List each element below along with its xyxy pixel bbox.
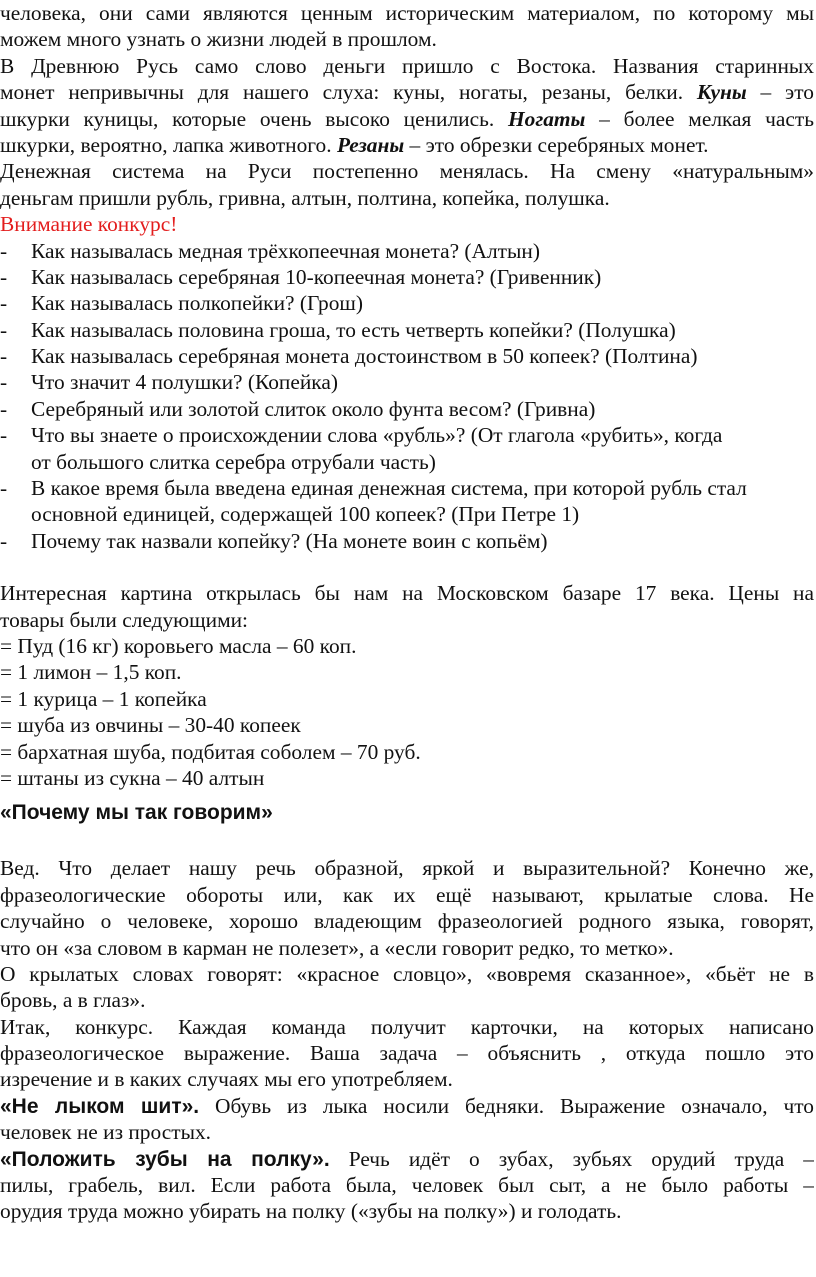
question-text: Серебряный или золотой слиток около фунта весом? (Гривна) — [31, 396, 596, 421]
list-item — [0, 422, 814, 448]
list-dash: - — [0, 528, 8, 553]
rus-paragraph-line — [0, 106, 814, 132]
question-text: В какое время была введена единая денежная система, при которой рубль стал — [31, 476, 747, 501]
list-item — [0, 317, 814, 343]
rus-text: – это — [746, 80, 814, 105]
section-heading: «Почему мы так говорим» — [0, 801, 273, 825]
list-dash: - — [0, 291, 8, 316]
list-dash: - — [0, 317, 8, 342]
rus-text: – это обрезки серебряных монет. — [404, 132, 709, 157]
phrase-title: «Положить зубы на полку». — [0, 1147, 330, 1171]
spacer — [0, 554, 814, 580]
ved-line: Итак, конкурс. Каждая команда получит карточки, на которых написано — [0, 1014, 814, 1039]
phrase-line: человек не из простых. — [0, 1120, 211, 1145]
intro-line: человека, они сами являются ценным историческим материалом, по которому мы — [0, 1, 814, 25]
question-text: Как называлась серебряная монета достоинством в 50 копеек? (Полтина) — [31, 344, 698, 369]
price-item: = штаны из сукна – 40 алтын — [0, 765, 265, 790]
rus-paragraph-line: деньгам пришли рубль, гривна, алтын, полтина, копейка, полушка. — [0, 185, 610, 210]
ved-line: бровь, а в глаз». — [0, 988, 146, 1013]
question-text: Почему так назвали копейку? (На монете воин с копьём) — [31, 528, 548, 553]
intro-line: можем много узнать о жизни людей в прошлом. — [0, 27, 437, 52]
list-dash: - — [0, 396, 8, 421]
phrase-text: Речь идёт о зубах, зубьях орудий труда – — [329, 1146, 814, 1171]
price-item: = 1 лимон – 1,5 коп. — [0, 660, 182, 685]
list-item — [0, 238, 814, 264]
rus-paragraph-line: В Древнюю Русь само слово деньги пришло с Востока. Названия старинных — [0, 53, 814, 78]
phrase-text: Обувь из лыка носили бедняки. Выражение означало, что — [199, 1093, 814, 1118]
list-dash: - — [0, 370, 8, 395]
price-item: = бархатная шуба, подбитая соболем – 70 руб. — [0, 739, 421, 764]
rus-paragraph-line: Денежная система на Руси постепенно менялась. На смену «натуральным» — [0, 159, 814, 184]
question-text: Что значит 4 полушки? (Копейка) — [31, 370, 338, 395]
list-item — [0, 396, 814, 422]
list-item — [0, 290, 814, 316]
rus-paragraph-line — [0, 79, 814, 105]
list-dash: - — [0, 476, 8, 501]
list-item — [0, 528, 814, 554]
phrase-line — [0, 1093, 814, 1119]
phrase-line: орудия труда можно убирать на полку («зубы на полку») и голодать. — [0, 1199, 622, 1224]
ved-line: случайно о человеке, хорошо владеющим фразеологией родного языка, говорят, — [0, 909, 814, 934]
contest-title: Внимание конкурс! — [0, 212, 178, 237]
rus-text: – более мелкая часть — [585, 106, 814, 131]
list-dash: - — [0, 264, 8, 289]
price-item: = Пуд (16 кг) коровьего масла – 60 коп. — [0, 633, 357, 658]
rus-text: монет непривычны для нашего слуха: куны, ногаты, резаны, белки. — [0, 80, 684, 105]
question-text: Как называлась половина гроша, то есть четверть копейки? (Полушка) — [31, 317, 676, 342]
ved-line: О крылатых словах говорят: «красное словцо», «вовремя сказанное», «бьёт не в — [0, 961, 814, 986]
bazaar-line: Интересная картина открылась бы нам на Московском базаре 17 века. Цены на — [0, 581, 814, 606]
list-dash: - — [0, 238, 8, 263]
ved-line: фразеологические обороты или, как их ещё называют, крылатые слова. Не — [0, 882, 814, 907]
ved-line: изречение и в каких случаях мы его употребляем. — [0, 1067, 453, 1092]
price-item: = шуба из овчины – 30-40 копеек — [0, 713, 301, 738]
question-text-continued: от большого слитка серебра отрубали часть) — [31, 449, 436, 474]
ved-line: фразеологическое выражение. Ваша задача – объяснить , откуда пошло это — [0, 1041, 814, 1066]
rus-text: шкурки куницы, которые очень высоко ценились. — [0, 106, 495, 131]
phrase-line: пилы, грабель, вил. Если работа была, человек был сыт, а не было работы – — [0, 1173, 814, 1198]
ved-line: Вед. Что делает нашу речь образной, яркой и выразительной? Конечно же, — [0, 856, 814, 881]
rus-text: шкурки, вероятно, лапка животного. — [0, 132, 332, 157]
question-text-continued: основной единицей, содержащей 100 копеек? (При Петре 1) — [31, 502, 580, 527]
list-item — [0, 343, 814, 369]
list-dash: - — [0, 344, 8, 369]
term-rezany: Резаны — [336, 132, 405, 157]
bazaar-line: товары были следующими: — [0, 607, 248, 632]
phrase-line — [0, 1146, 814, 1172]
term-kuny: Куны — [696, 80, 747, 105]
list-item — [0, 369, 814, 395]
price-item: = 1 курица – 1 копейка — [0, 686, 207, 711]
question-list — [0, 238, 814, 555]
list-item — [0, 264, 814, 290]
term-nogaty: Ногаты — [507, 106, 586, 131]
ved-line: что он «за словом в карман не полезет», а «если говорит редко, то метко». — [0, 935, 674, 960]
rus-paragraph-line — [0, 132, 814, 158]
phrase-title: «Не лыком шит». — [0, 1094, 200, 1118]
question-text: Как называлась полкопейки? (Грош) — [31, 291, 363, 316]
question-text: Как называлась серебряная 10-копеечная монета? (Гривенник) — [31, 264, 602, 289]
question-text: Как называлась медная трёхкопеечная монета? (Алтын) — [31, 238, 540, 263]
list-dash: - — [0, 423, 8, 448]
spacer — [0, 829, 814, 855]
question-text: Что вы знаете о происхождении слова «рубль»? (От глагола «рубить», когда — [31, 423, 723, 448]
list-item — [0, 475, 814, 501]
